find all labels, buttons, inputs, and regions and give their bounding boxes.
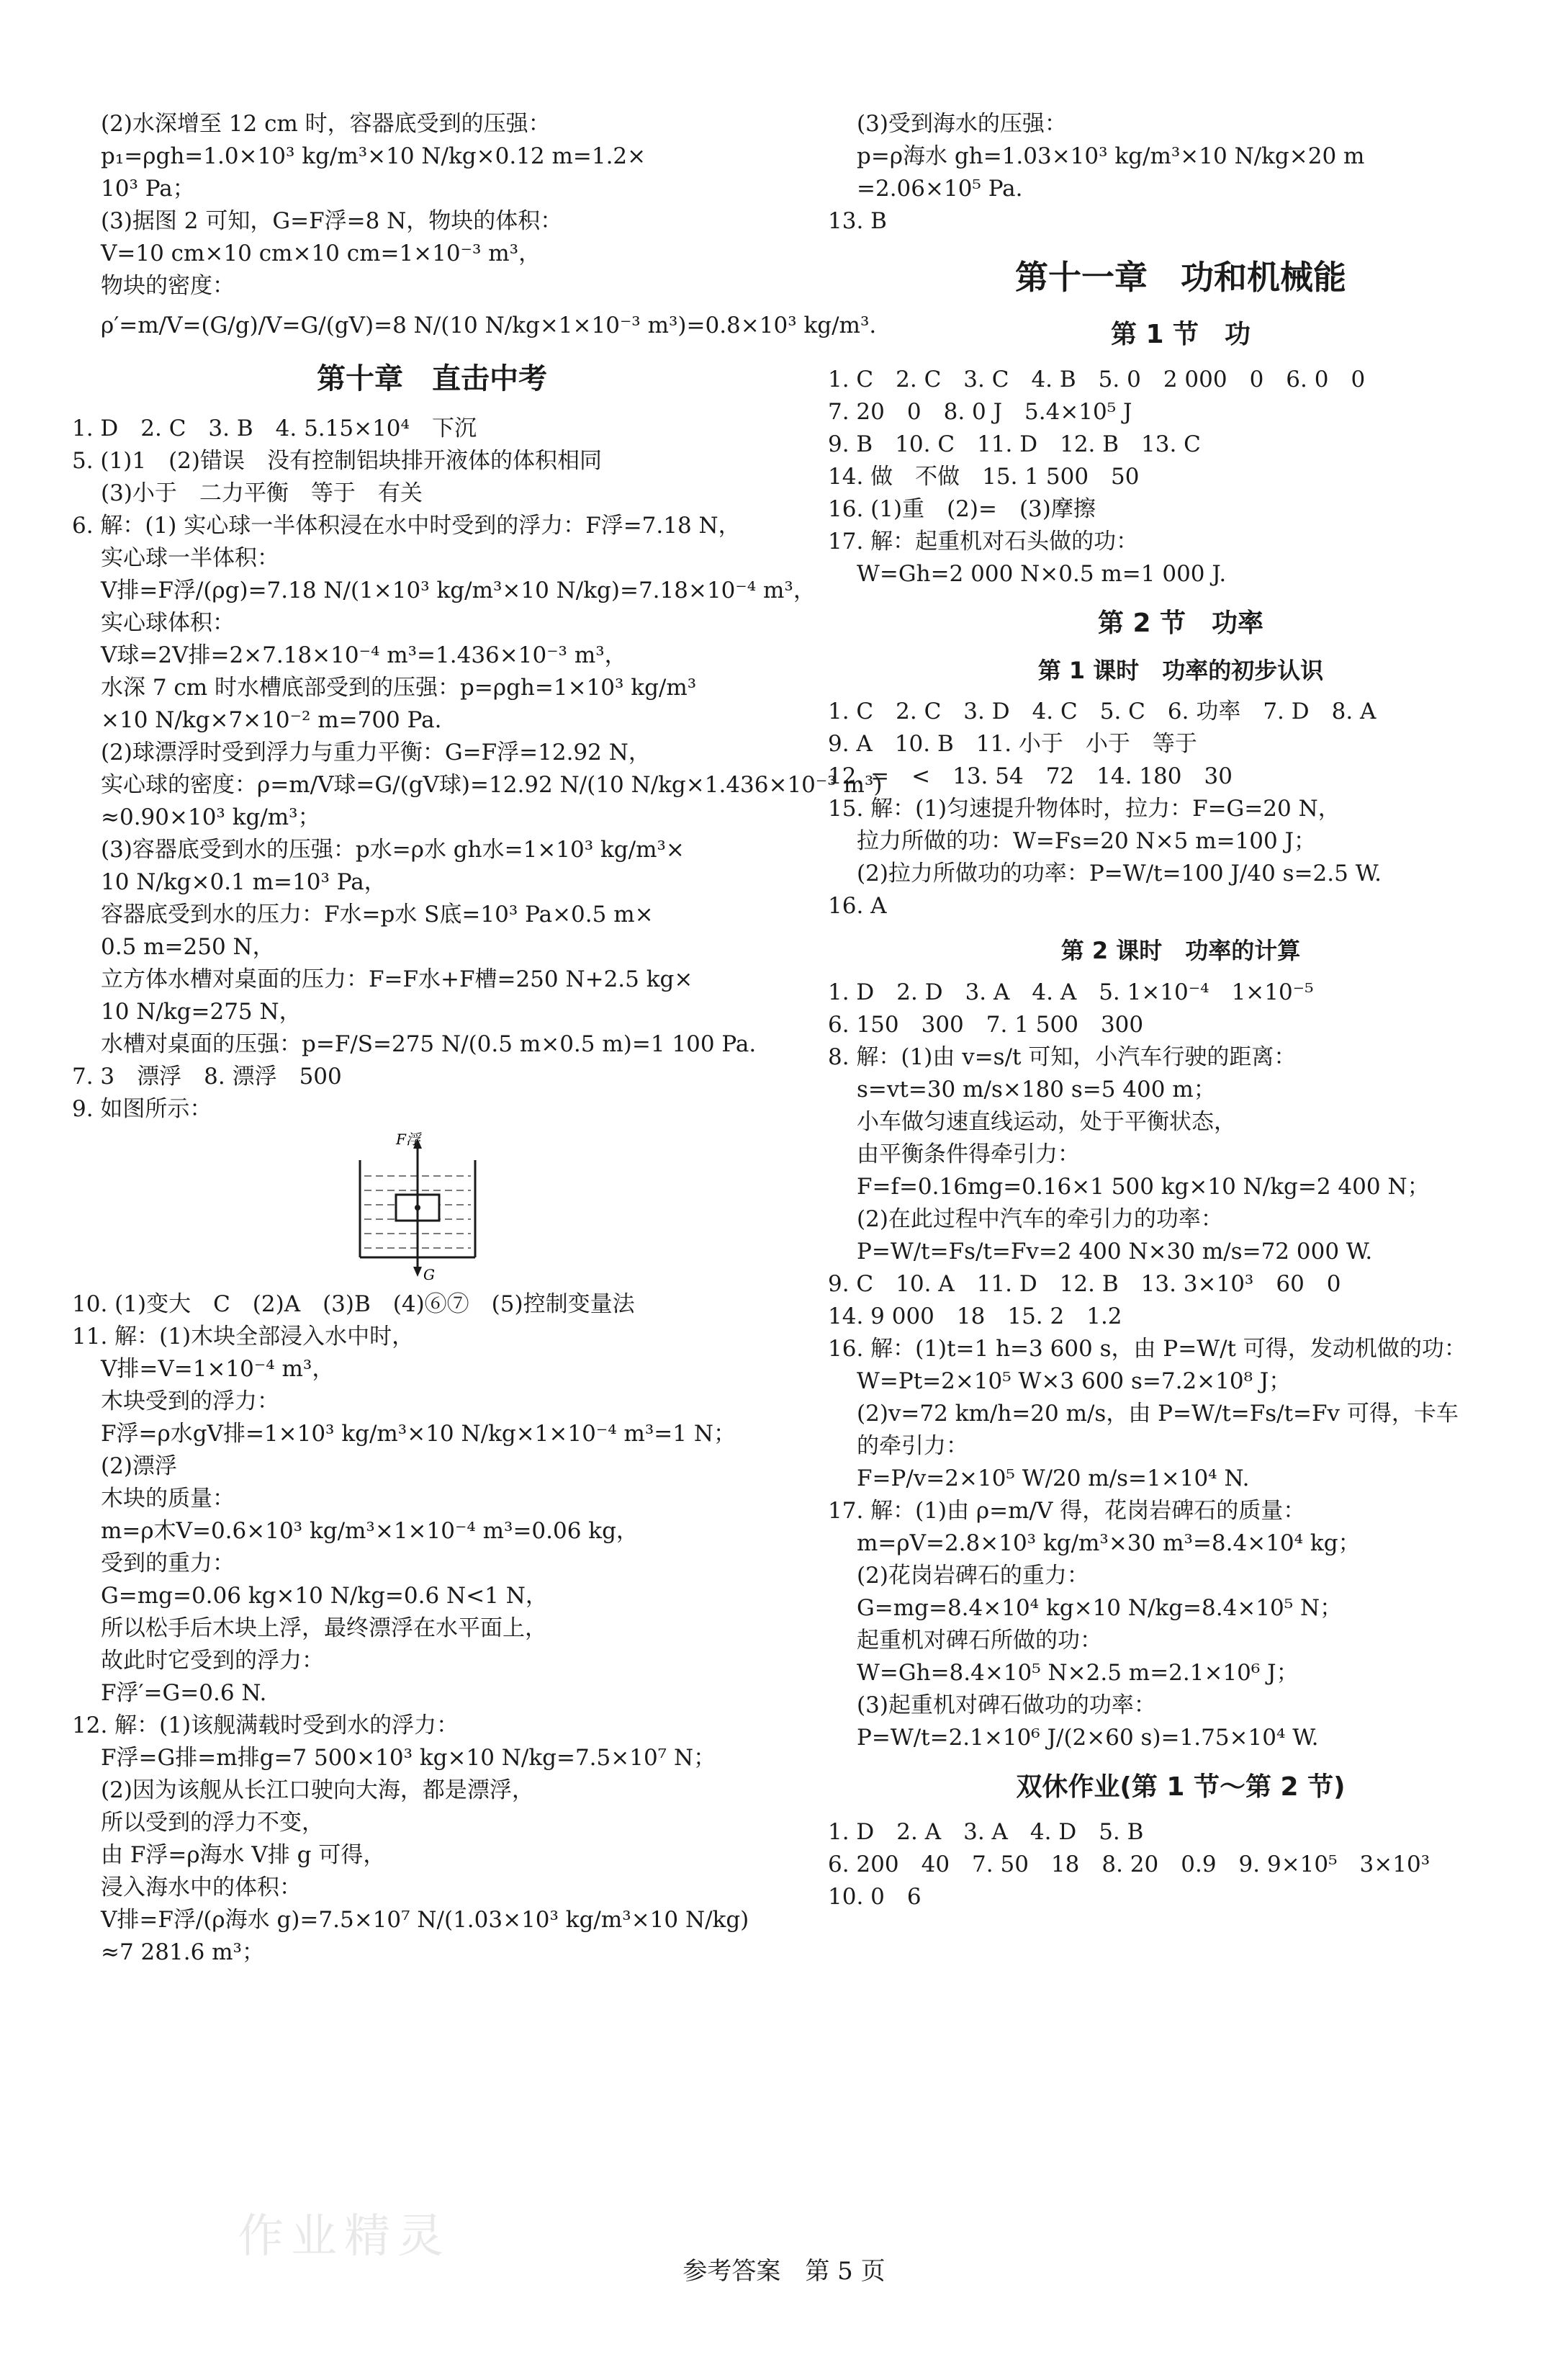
- answer-line: m=ρV=2.8×10³ kg/m³×30 m³=8.4×10⁴ kg；: [857, 1530, 1361, 1556]
- answer-line: 实心球体积：: [101, 610, 235, 636]
- answer-line: (3)容器底受到水的压强：p水=ρ水 gh水=1×10³ kg/m³×: [101, 837, 685, 863]
- answer-line: ≈7 281.6 m³；: [101, 1939, 264, 1965]
- answer-line: 水深 7 cm 时水槽底部受到的压强：p=ρgh=1×10³ kg/m³: [101, 675, 697, 701]
- answer-line: V排=F浮/(ρg)=7.18 N/(1×10³ kg/m³×10 N/kg)=7.18×10⁻⁴ m³，: [101, 578, 816, 603]
- answer-line: 6. 150 300 7. 1 500 300: [828, 1011, 1144, 1038]
- page-footer: 参考答案 第 5 页: [682, 2257, 886, 2286]
- answer-line: 拉力所做的功：W=Fs=20 N×5 m=100 J；: [857, 828, 1317, 855]
- answer-line: 9. A 10. B 11. 小于 小于 等于: [828, 731, 1197, 758]
- tank-diagram: [353, 1131, 482, 1283]
- section-1-title: 第 1 节 功: [1110, 319, 1251, 349]
- answer-line: 所以松手后木块上浮，最终漂浮在水平面上，: [101, 1615, 547, 1641]
- answer-line: (3)据图 2 可知，G=F浮=8 N，物块的体积：: [101, 208, 563, 234]
- answer-line: 1. D 2. A 3. A 4. D 5. B: [828, 1819, 1144, 1846]
- answer-line: 故此时它受到的浮力：: [101, 1648, 324, 1674]
- answer-line: 13. B: [828, 208, 887, 234]
- watermark-logo: 作业精灵: [238, 2210, 451, 2263]
- answer-line: 木块的质量：: [101, 1486, 235, 1512]
- answer-line: 物块的密度：: [101, 273, 235, 299]
- answer-line: F浮′=G=0.6 N.: [101, 1680, 267, 1706]
- answer-line: 9. 如图所示：: [72, 1096, 212, 1122]
- answer-line: 17. 解：(1)由 ρ=m/V 得，花岗岩碑石的质量：: [828, 1497, 1306, 1524]
- answer-line: =2.06×10⁵ Pa.: [857, 176, 1023, 202]
- answer-line: 9. C 10. A 11. D 12. B 13. 3×10³ 60 0: [828, 1270, 1341, 1297]
- answer-line: (2)花岗岩碑石的重力：: [857, 1562, 1089, 1589]
- answer-line: 容器底受到水的压力：F水=p水 S底=10³ Pa×0.5 m×: [101, 902, 654, 928]
- answer-line: 10³ Pa；: [101, 176, 195, 202]
- answer-line: G=mg=0.06 kg×10 N/kg=0.6 N<1 N，: [101, 1583, 548, 1609]
- answer-line: (3)受到海水的压强：: [857, 111, 1067, 137]
- answer-line: (3)小于 二力平衡 等于 有关: [101, 480, 423, 506]
- answer-line: P=W/t=2.1×10⁶ J/(2×60 s)=1.75×10⁴ W.: [857, 1724, 1319, 1751]
- answer-line: (2)拉力所做功的功率：P=W/t=100 J/40 s=2.5 W.: [857, 861, 1382, 887]
- answer-line: 5. (1)1 (2)错误 没有控制铝块排开液体的体积相同: [72, 448, 602, 474]
- right-column: [828, 108, 1533, 1913]
- answer-line: 实心球的密度：ρ=m/V球=G/(gV球)=12.92 N/(10 N/kg×1.436×10⁻³ m³): [101, 772, 883, 798]
- answer-line: 1. D 2. C 3. B 4. 5.15×10⁴ 下沉: [72, 416, 477, 441]
- answer-line: 立方体水槽对桌面的压力：F=F水+F槽=250 N+2.5 kg×: [101, 966, 693, 992]
- answer-line: 15. 解：(1)匀速提升物体时，拉力：F=G=20 N，: [828, 796, 1341, 822]
- lesson-2-title: 第 2 课时 功率的计算: [1060, 937, 1301, 965]
- answer-line: 11. 解：(1)木块全部浸入水中时，: [72, 1324, 415, 1350]
- answer-line: 1. C 2. C 3. C 4. B 5. 0 2 000 0 6. 0 0: [828, 366, 1366, 392]
- answer-line: (2)v=72 km/h=20 m/s，由 P=W/t=Fs/t=Fv 可得，卡车: [857, 1400, 1459, 1427]
- gravity-arrowhead: [413, 1267, 422, 1277]
- answer-line: p=ρ海水 gh=1.03×10³ kg/m³×10 N/kg×20 m: [857, 143, 1365, 169]
- weekend-homework-title: 双休作业(第 1 节～第 2 节): [1016, 1772, 1346, 1802]
- answer-line: 1. C 2. C 3. D 4. C 5. C 6. 功率 7. D 8. A: [828, 699, 1376, 725]
- answer-line: 6. 200 40 7. 50 18 8. 20 0.9 9. 9×10⁵ 3×10³: [828, 1851, 1430, 1878]
- answer-line: 8. 解：(1)由 v=s/t 可知，小汽车行驶的距离：: [828, 1043, 1297, 1070]
- lesson-1-title: 第 1 课时 功率的初步认识: [1037, 657, 1324, 685]
- answer-line: F=f=0.16mg=0.16×1 500 kg×10 N/kg=2 400 N；: [857, 1173, 1430, 1200]
- answer-line: (2)漂浮: [101, 1453, 177, 1479]
- answer-line: 实心球一半体积：: [101, 545, 279, 571]
- answer-line: G=mg=8.4×10⁴ kg×10 N/kg=8.4×10⁵ N；: [857, 1594, 1343, 1621]
- chapter-10-title: 第十章 直击中考: [317, 362, 547, 395]
- answer-line: F=P/v=2×10⁵ W/20 m/s=1×10⁴ N.: [857, 1465, 1250, 1491]
- answer-line: 1. D 2. D 3. A 4. A 5. 1×10⁻⁴ 1×10⁻⁵: [828, 979, 1314, 1005]
- answer-line: 10 N/kg=275 N，: [101, 999, 302, 1025]
- answer-line: 12. 解：(1)该舰满载时受到水的浮力：: [72, 1712, 459, 1738]
- answer-line: 由 F浮=ρ海水 V排 g 可得，: [101, 1842, 386, 1868]
- answer-line: p₁=ρgh=1.0×10³ kg/m³×10 N/kg×0.12 m=1.2×: [101, 143, 646, 169]
- chapter-11-title: 第十一章 功和机械能: [1015, 258, 1346, 297]
- answer-line: ρ′=m/V=(G/g)/V=G/(gV)=8 N/(10 N/kg×1×10⁻³ m³)=0.8×10³ kg/m³.: [101, 313, 877, 338]
- answer-line: 10. (1)变大 C (2)A (3)B (4)⑥⑦ (5)控制变量法: [72, 1291, 635, 1317]
- answer-line: (2)因为该舰从长江口驶向大海，都是漂浮，: [101, 1777, 534, 1803]
- answer-line: 7. 3 漂浮 8. 漂浮 500: [72, 1064, 342, 1090]
- answer-line: P=W/t=Fs/t=Fv=2 400 N×30 m/s=72 000 W.: [857, 1238, 1373, 1265]
- answer-line: s=vt=30 m/s×180 s=5 400 m；: [857, 1076, 1216, 1103]
- section-2-title: 第 2 节 功率: [1097, 608, 1264, 638]
- answer-line: V排=V=1×10⁻⁴ m³，: [101, 1356, 335, 1382]
- answer-line: (2)球漂浮时受到浮力与重力平衡：G=F浮=12.92 N，: [101, 740, 651, 766]
- answer-line: F浮=G排=m排g=7 500×10³ kg×10 N/kg=7.5×10⁷ N；: [101, 1745, 716, 1771]
- answer-line: 木块受到的浮力：: [101, 1388, 279, 1414]
- answer-line: 水槽对桌面的压强：p=F/S=275 N/(0.5 m×0.5 m)=1 100 Pa.: [101, 1031, 757, 1057]
- answer-line: ×10 N/kg×7×10⁻² m=700 Pa.: [101, 707, 442, 733]
- answer-line: 16. 解：(1)t=1 h=3 600 s，由 P=W/t 可得，发动机做的功：: [828, 1335, 1466, 1362]
- answer-line: F浮=ρ水gV排=1×10³ kg/m³×10 N/kg×1×10⁻⁴ m³=1 N；: [101, 1421, 736, 1447]
- answer-line: 16. (1)重 (2)= (3)摩擦: [828, 495, 1096, 522]
- gravity-label: G: [423, 1266, 435, 1283]
- answer-line: V=10 cm×10 cm×10 cm=1×10⁻³ m³，: [101, 241, 541, 266]
- answer-line: m=ρ木V=0.6×10³ kg/m³×1×10⁻⁴ m³=0.06 kg，: [101, 1518, 639, 1544]
- answer-line: (2)在此过程中汽车的牵引力的功率：: [857, 1206, 1223, 1232]
- answer-line: V球=2V排=2×7.18×10⁻⁴ m³=1.436×10⁻³ m³，: [101, 642, 627, 668]
- answer-line: 由平衡条件得牵引力：: [857, 1141, 1080, 1167]
- answer-line: 所以受到的浮力不变，: [101, 1810, 324, 1836]
- answer-line: 10 N/kg×0.1 m=10³ Pa，: [101, 869, 387, 895]
- answer-line: 小车做匀速直线运动，处于平衡状态，: [857, 1108, 1236, 1135]
- answer-line: 9. B 10. C 11. D 12. B 13. C: [828, 431, 1201, 457]
- answer-line: 17. 解：起重机对石头做的功：: [828, 528, 1139, 555]
- answer-line: 起重机对碑石所做的功：: [857, 1627, 1102, 1653]
- answer-line: 16. A: [828, 893, 887, 920]
- answer-line: V排=F浮/(ρ海水 g)=7.5×10⁷ N/(1.03×10³ kg/m³×10 N/kg): [101, 1907, 749, 1933]
- answer-line: 0.5 m=250 N，: [101, 934, 275, 960]
- buoyancy-figure: [353, 1131, 482, 1283]
- answer-line: 14. 做 不做 15. 1 500 50: [828, 463, 1140, 490]
- answer-line: W=Pt=2×10⁵ W×3 600 s=7.2×10⁸ J；: [857, 1368, 1292, 1394]
- answer-line: W=Gh=8.4×10⁵ N×2.5 m=2.1×10⁶ J；: [857, 1659, 1299, 1686]
- answer-line: 12. = < 13. 54 72 14. 180 30: [828, 763, 1233, 790]
- answer-line: 14. 9 000 18 15. 2 1.2: [828, 1303, 1122, 1329]
- answer-line: 7. 20 0 8. 0 J 5.4×10⁵ J: [828, 398, 1132, 425]
- answer-line: 6. 解：(1) 实心球一半体积浸在水中时受到的浮力：F浮=7.18 N，: [72, 513, 741, 539]
- answer-line: (2)水深增至 12 cm 时，容器底受到的压强：: [101, 111, 551, 137]
- answer-line: 10. 0 6: [828, 1884, 922, 1911]
- answer-line: 浸入海水中的体积：: [101, 1875, 302, 1900]
- answer-line: ≈0.90×10³ kg/m³；: [101, 804, 320, 830]
- buoyant-force-label: F浮: [396, 1131, 420, 1148]
- answer-line: 受到的重力：: [101, 1550, 235, 1576]
- center-point: [415, 1205, 420, 1211]
- answer-line: (3)起重机对碑石做功的功率：: [857, 1692, 1156, 1718]
- answer-line: W=Gh=2 000 N×0.5 m=1 000 J.: [857, 560, 1227, 587]
- answer-line: 的牵引力：: [857, 1432, 968, 1459]
